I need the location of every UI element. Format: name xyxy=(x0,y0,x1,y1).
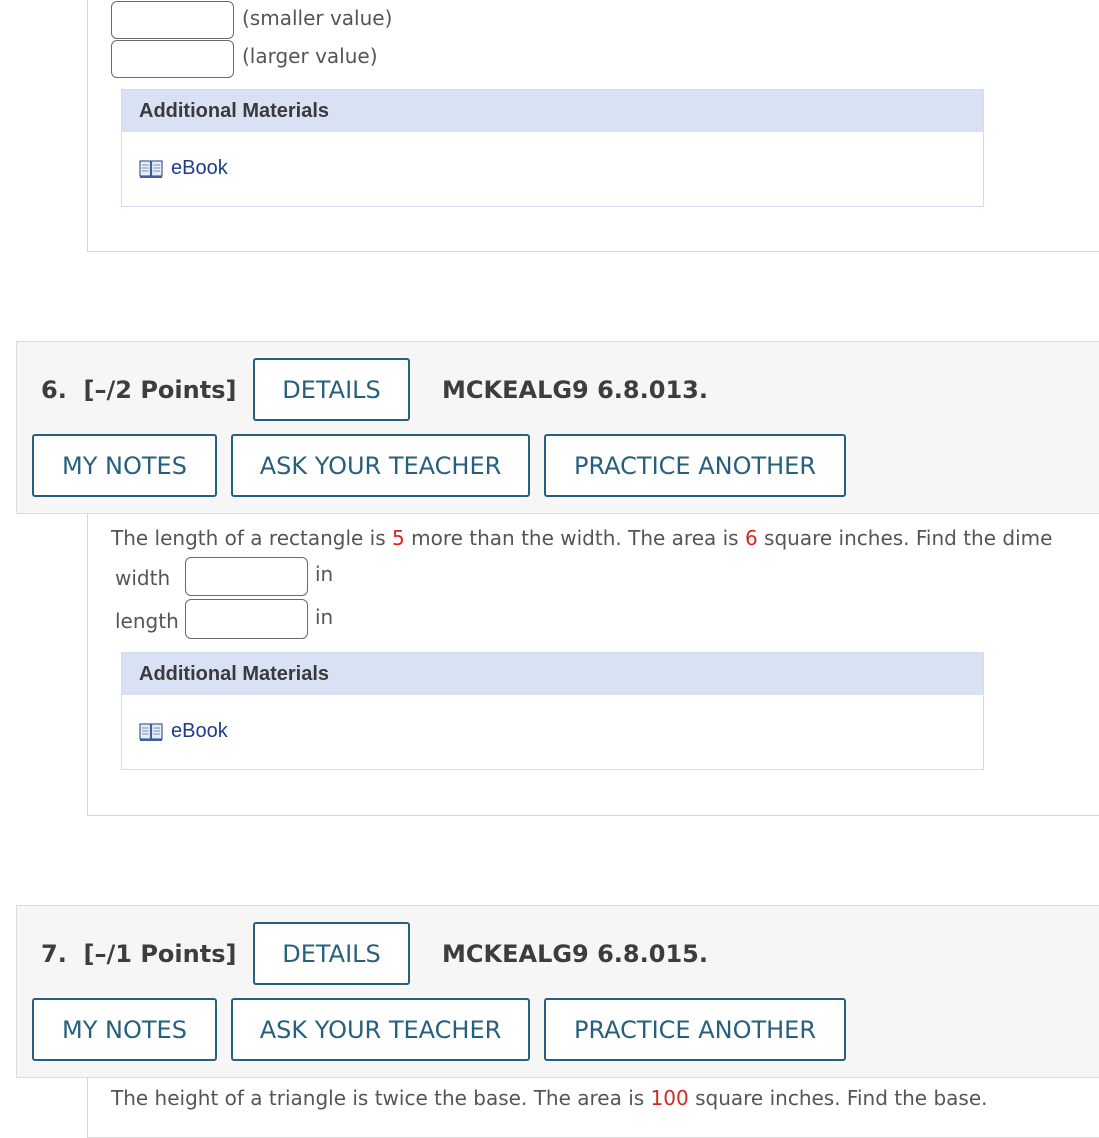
smaller-value-label: (smaller value) xyxy=(242,6,393,30)
practice-another-button[interactable]: PRACTICE ANOTHER xyxy=(544,434,846,497)
practice-another-button[interactable]: PRACTICE ANOTHER xyxy=(544,998,846,1061)
question-7-points: [–/1 Points] xyxy=(83,940,237,968)
value-5: 5 xyxy=(392,526,405,550)
width-input[interactable] xyxy=(185,557,308,596)
ebook-link[interactable] xyxy=(139,720,228,743)
details-button[interactable]: DETAILS xyxy=(253,922,410,985)
length-input[interactable] xyxy=(185,599,308,639)
my-notes-button[interactable]: MY NOTES xyxy=(32,434,217,497)
question-6-points: [–/2 Points] xyxy=(83,376,237,404)
question-7-text: The height of a triangle is twice the base. The area is 100 square inches. Find the base. xyxy=(111,1086,988,1110)
book-icon xyxy=(139,722,163,742)
ebook-link-label: eBook xyxy=(171,720,228,742)
question-6-number: 6. [–/2 Points] xyxy=(41,376,237,404)
question-7-code: MCKEALG9 6.8.015. xyxy=(442,940,708,968)
additional-materials-box xyxy=(121,89,984,207)
larger-value-input[interactable] xyxy=(111,40,234,78)
details-button[interactable]: DETAILS xyxy=(253,358,410,421)
additional-materials-box xyxy=(121,652,984,770)
question-6-header xyxy=(16,341,1099,514)
value-6: 6 xyxy=(744,526,758,550)
ebook-link-label: eBook xyxy=(171,157,228,179)
value-100: 100 xyxy=(650,1086,689,1110)
question-7-number: 7. [–/1 Points] xyxy=(41,940,237,968)
question-6-text: The length of a rectangle is 5 more than the width. The area is 6 square inches. Find the dime xyxy=(111,526,1053,550)
question-6-code: MCKEALG9 6.8.013. xyxy=(442,376,708,404)
question-7-header xyxy=(16,905,1099,1078)
book-icon xyxy=(139,159,163,179)
ask-your-teacher-button[interactable]: ASK YOUR TEACHER xyxy=(231,434,530,497)
my-notes-button[interactable]: MY NOTES xyxy=(32,998,217,1061)
length-label: length xyxy=(115,609,179,633)
length-unit: in xyxy=(315,605,334,629)
larger-value-label: (larger value) xyxy=(242,44,378,68)
width-label: width xyxy=(115,566,171,590)
additional-materials-heading: Additional Materials xyxy=(122,90,983,132)
ebook-link[interactable] xyxy=(139,157,228,180)
smaller-value-input[interactable] xyxy=(111,1,234,39)
ask-your-teacher-button[interactable]: ASK YOUR TEACHER xyxy=(231,998,530,1061)
width-unit: in xyxy=(315,562,334,586)
additional-materials-heading: Additional Materials xyxy=(122,653,983,695)
